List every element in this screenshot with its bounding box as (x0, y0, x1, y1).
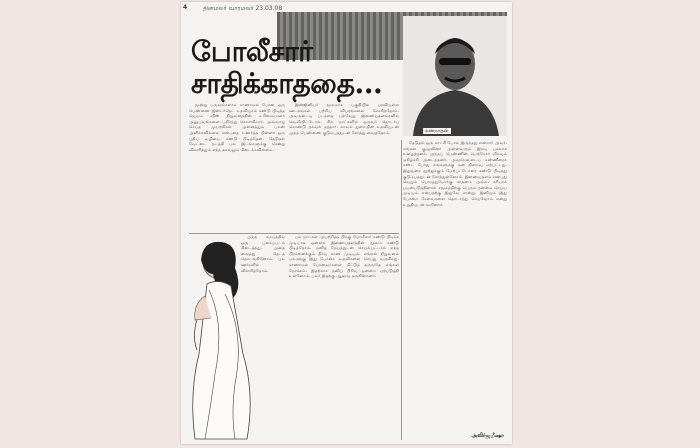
article-column-1 (189, 102, 285, 234)
newspaper-page (181, 2, 512, 444)
column-2-lower-text: பல நாட்கள் முயற்சித்த பிறகு போலீசார் கண்டு பிடிக்க முடியாத ஒன்றை இணையதளத்தின் மூலம் கண்டு பிடித்தோம். மனித நேயத்துடன் செயல்பட்டால் எந்த பிரச்னைக்கும் தீர்வு காண முடியும். எங்கள் நிறுவனம் பலருக்கு இது போன்ற உதவிகளை செய்து வருகிறது. காணாமல் போனவர்களை மீட்டுத் தருவதே எங்கள் நோக்கம். இதற்காக தனிப் பிரிவு ஒன்றை ஏற்படுத்தி உள்ளோம். பலர் இதற்கு ஆதரவு தருகின்றனர். (289, 234, 399, 279)
photo-caption: கணநாதன் (425, 128, 449, 134)
headline-line2: சாதிக்காததை... (191, 67, 383, 100)
article-column-2 (289, 102, 399, 234)
column-1-text: மூன்று பருவங்களாக காணாமல் போன ஒரு பெண்ணை இன்டர்நெட் உதவியால் கண்டு பிடித்த ஜெயம் சதீஸ் நிறுவனத்தின் உரிமையாளர் அனுபவங்களை பகிர்ந்து கொள்கிறார். அவ்வாறு செய்த முயற்சிகள் அனைத்தும் பலன் அளிக்கவில்லை என்பதை உணர்ந்த பின்னர் ஒரு புதிய வழியை கண்டு பிடித்தேன். தேடுதல் வேட்டை நடத்தி பல இடங்களுக்கு சென்று விசாரித்தும் எந்த தகவலும் கிடைக்கவில்லை. (189, 102, 285, 152)
page-number: 4 (183, 4, 188, 11)
headline-line1: போலீசார் (191, 35, 313, 68)
portrait-photo (403, 16, 507, 136)
column-1-lower-text: அந்த சமயத்தில் ஒரு புகைப்படம் கிடைத்தது. அதை வைத்து தேடத் தொடங்கினோம். பல ஊர்களில் விசாரித்தோம். (241, 234, 285, 273)
column-3-text: தேடுதல் ஒரு காட்சி போல இருந்தது என்றார் அவர். எங்கள் குழுவினர் அனைவரும் இரவு பகலாக உழைத்தனர். அந்தப் பெண்ணின் பெற்றோர் மிகவும் மகிழ்ச்சி அடைந்தனர். அவர்களுடைய கண்ணீரைக் கண்ட போது எங்களுக்கு மன நிறைவு ஏற்பட்டது. இதுவரை நூற்றுக்கும் மேற்பட்டோரை கண்டு பிடித்து குடும்பத்துடன் சேர்த்துள்ளோம். இணையதளம் என்பது வெறும் பொழுதுபோக்கு சாதனம் அல்ல. சரியாக பயன்படுத்தினால் சமூகத்திற்கு பெரும் நன்மை செய்ய முடியும் என்பதற்கு இதுவே சான்று. இனியும் இது போன்ற சேவைகளை தொடர்ந்து செய்வோம் என்று உறுதியுடன் கூறினார். (403, 140, 507, 207)
byline: அலிர்ஜமீஷா (471, 433, 504, 439)
headline (191, 36, 382, 100)
article-column-3 (403, 140, 507, 440)
article-column-2-lower (289, 234, 399, 439)
column-divider-vertical (401, 140, 402, 440)
column-2-text: இன்ஜினியர் மூலமாக பகுதியில் பரவியுள்ள ஊடகங்கள் பற்றிய விபரங்களை சேகரித்தோம். அவருடைய படத்தை பல்வேறு இணையதளங்களில் வெளியிட்டோம். சில நாட்களில் ஒருவர் தொடர்பு கொண்டு தகவல் தந்தார். காவல் துறையின் உதவியுடன் அந்த பெண்ணை குடும்பத்துடன் சேர்த்து வைத்தோம். (289, 102, 399, 135)
newspaper-header: தினமலர் வாரமலர் 23.03.08 (203, 5, 283, 12)
article-column-1-lower (241, 234, 285, 364)
